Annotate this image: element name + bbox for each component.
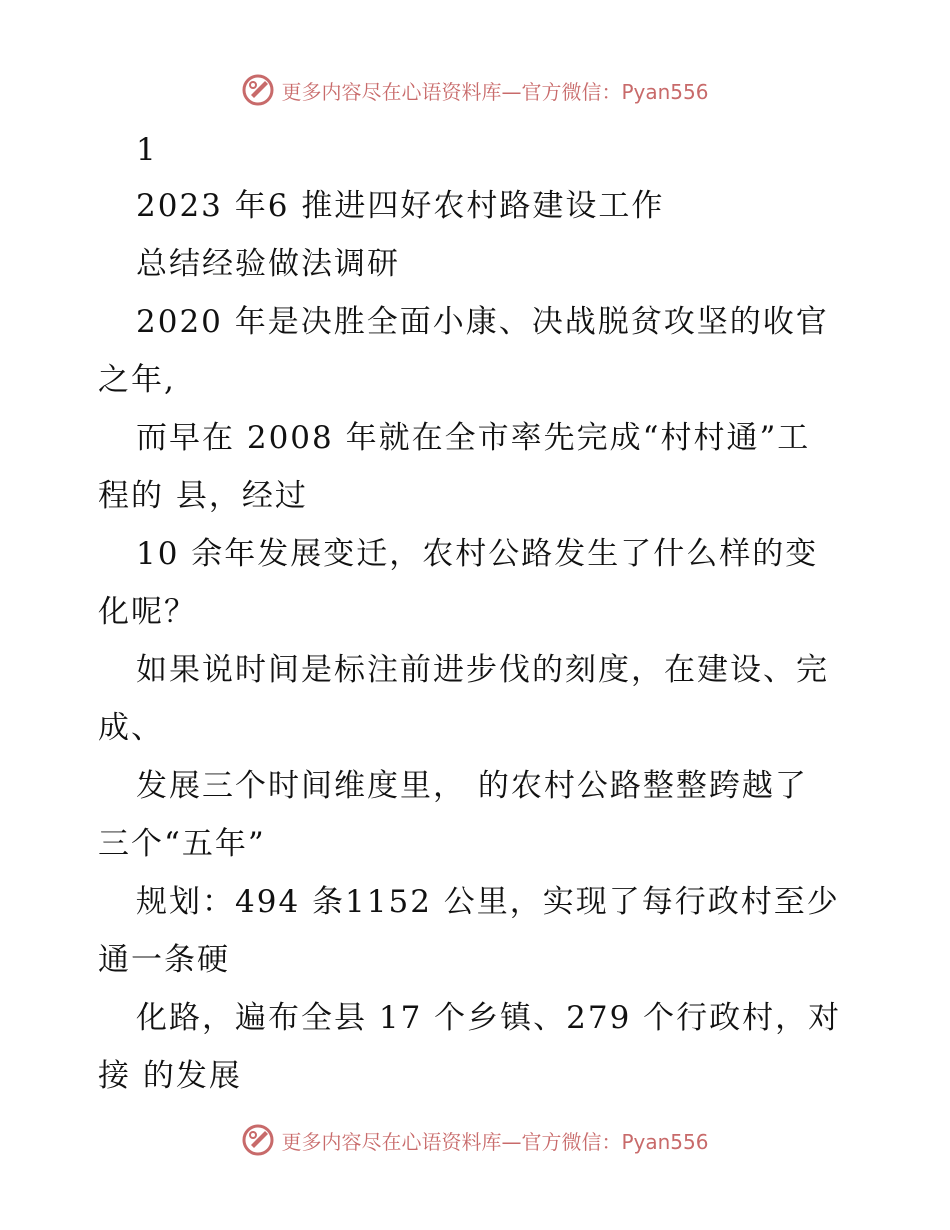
watermark-text: 更多内容尽在心语资料库—官方微信：Pyan556 xyxy=(281,1129,709,1154)
paragraph-line: 10 余年发展变迁，农村公路发生了什么样的变 xyxy=(136,536,819,572)
page-number: 1 xyxy=(136,132,158,168)
paragraph-line: 成、 xyxy=(98,710,164,746)
footer-watermark xyxy=(0,1120,950,1160)
watermark-text: 更多内容尽在心语资料库—官方微信：Pyan556 xyxy=(281,79,709,104)
watermark-logo-icon xyxy=(241,1123,275,1157)
paragraph-line: 而早在 2008 年就在全市率先完成“村村通”工 xyxy=(136,420,811,456)
paragraph-line: 如果说时间是标注前进步伐的刻度，在建设、完 xyxy=(136,652,829,688)
paragraph-line: 之年, xyxy=(98,362,176,398)
doc-title-line-1: 2023 年6 推进四好农村路建设工作 xyxy=(136,188,665,224)
paragraph-line: 通一条硬 xyxy=(98,942,230,978)
doc-title-line-2: 总结经验做法调研 xyxy=(136,246,400,282)
paragraph-line: 2020 年是决胜全面小康、决战脱贫攻坚的收官 xyxy=(136,304,829,340)
paragraph-line: 化路，遍布全县 17 个乡镇、279 个行政村，对 xyxy=(136,1000,842,1036)
paragraph-line: 发展三个时间维度里， 的农村公路整整跨越了 xyxy=(136,768,808,804)
header-watermark xyxy=(0,70,950,110)
paragraph-line: 化呢？ xyxy=(98,594,197,630)
paragraph-line: 接 的发展 xyxy=(98,1058,242,1094)
paragraph-line: 三个“五年” xyxy=(98,826,266,862)
paragraph-line: 规划：494 条1152 公里，实现了每行政村至少 xyxy=(136,884,840,920)
paragraph-line: 程的 县，经过 xyxy=(98,478,308,514)
watermark-logo-icon xyxy=(241,73,275,107)
